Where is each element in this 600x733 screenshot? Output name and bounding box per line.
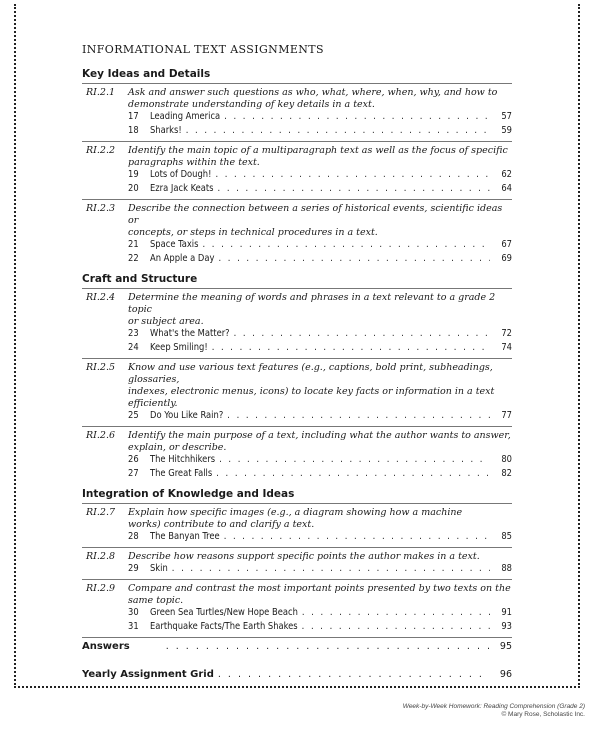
footer	[403, 703, 585, 719]
standard-code: RI.2.8	[86, 551, 116, 562]
entry-number: 29	[128, 563, 139, 574]
entry-title: Space Taxis	[150, 239, 199, 250]
toc-entry[interactable]	[128, 607, 512, 621]
entry-number: 27	[128, 468, 139, 479]
entry-page: 80	[501, 454, 512, 465]
entry-title: Skin	[150, 563, 168, 574]
toc-entry[interactable]	[128, 410, 512, 424]
standard-block	[82, 199, 512, 269]
answers-page: 95	[499, 641, 512, 652]
entry-page: 74	[501, 342, 512, 353]
description-line: Determine the meaning of words and phrases in a text relevant to a grade 2 topic	[128, 292, 496, 315]
entry-title: The Banyan Tree	[150, 531, 220, 542]
entry-title: Ezra Jack Keats	[150, 183, 214, 194]
grid-entry[interactable]	[82, 669, 512, 683]
standard-block	[82, 358, 512, 426]
answers-label: Answers	[82, 641, 130, 652]
toc-entry[interactable]	[128, 531, 512, 545]
entry-page: 64	[501, 183, 512, 194]
standard-code: RI.2.3	[86, 203, 116, 214]
entry-number: 20	[128, 183, 139, 194]
leader-dots	[218, 253, 490, 264]
entry-title: Green Sea Turtles/New Hope Beach	[150, 607, 298, 618]
standard-row	[82, 362, 512, 410]
standard-description	[128, 87, 497, 111]
toc-entry[interactable]	[128, 239, 512, 253]
description-line: or subject area.	[128, 316, 204, 327]
toc-entry[interactable]	[128, 125, 512, 139]
standard-row	[82, 292, 512, 328]
entry-title: Leading America	[150, 111, 221, 122]
standard-row	[82, 551, 512, 563]
standard-block	[82, 503, 512, 547]
description-line: Compare and contrast the most important points presented by two texts on the	[128, 583, 511, 594]
entry-number: 23	[128, 328, 139, 339]
entry-page: 88	[501, 563, 512, 574]
entry-title: Earthquake Facts/The Earth Shakes	[150, 621, 298, 632]
entry-title: The Great Falls	[150, 468, 213, 479]
entry-page: 59	[501, 125, 512, 136]
entry-number: 31	[128, 621, 139, 632]
standard-block	[82, 83, 512, 141]
standard-code: RI.2.9	[86, 583, 116, 594]
standard-code: RI.2.5	[86, 362, 116, 373]
toc-entry[interactable]	[128, 111, 512, 125]
description-line: Ask and answer such questions as who, what, where, when, why, and how to	[128, 87, 498, 98]
leader-dots	[202, 239, 490, 250]
toc-entry[interactable]	[128, 253, 512, 267]
entry-number: 19	[128, 169, 139, 180]
description-line: same topic.	[128, 595, 184, 606]
entry-title: An Apple a Day	[150, 253, 215, 264]
entry-title: The Hitchhikers	[150, 454, 216, 465]
leader-dots	[218, 669, 490, 680]
leader-dots	[166, 641, 490, 652]
section-heading: Craft and Structure	[82, 273, 198, 285]
description-line: Describe how reasons support specific points the author makes in a text.	[128, 551, 480, 562]
entry-number: 22	[128, 253, 139, 264]
description-line: works) contribute to and clarify a text.	[128, 519, 315, 530]
standard-block	[82, 547, 512, 579]
entry-number: 25	[128, 410, 139, 421]
entry-title: Do You Like Rain?	[150, 410, 224, 421]
leader-dots	[218, 183, 490, 194]
standard-row	[82, 430, 512, 454]
entry-number: 26	[128, 454, 139, 465]
leader-dots	[219, 454, 490, 465]
entry-number: 30	[128, 607, 139, 618]
entry-page: 69	[501, 253, 512, 264]
standard-description	[128, 551, 480, 563]
entry-title: What's the Matter?	[150, 328, 230, 339]
entry-page: 85	[501, 531, 512, 542]
leader-dots	[227, 410, 490, 421]
entry-title: Lots of Dough!	[150, 169, 212, 180]
standard-code: RI.2.2	[86, 145, 116, 156]
standard-code: RI.2.4	[86, 292, 116, 303]
standard-description	[128, 583, 511, 607]
description-line: paragraphs within the text.	[128, 157, 260, 168]
leader-dots	[224, 111, 490, 122]
description-line: explain, or describe.	[128, 442, 227, 453]
toc-entry[interactable]	[128, 183, 512, 197]
toc-entry[interactable]	[128, 454, 512, 468]
entry-title: Sharks!	[150, 125, 182, 136]
entry-page: 57	[501, 111, 512, 122]
leader-dots	[302, 607, 490, 618]
description-line: indexes, electronic menus, icons) to locate key facts or information in a text efficiently.	[128, 386, 495, 409]
entry-number: 24	[128, 342, 139, 353]
toc-entry[interactable]	[128, 468, 512, 482]
leader-dots	[216, 468, 490, 479]
grid-page: 96	[499, 669, 512, 680]
standard-block	[82, 288, 512, 358]
standard-description	[128, 203, 512, 239]
standard-code: RI.2.1	[86, 87, 116, 98]
toc-entry[interactable]	[128, 342, 512, 356]
footer-copyright: © Mary Rose, Scholastic Inc.	[501, 711, 585, 718]
entry-page: 82	[501, 468, 512, 479]
toc-entry[interactable]	[128, 563, 512, 577]
standard-block	[82, 426, 512, 484]
description-line: Know and use various text features (e.g., captions, bold print, subheadings, glossaries,	[128, 362, 493, 385]
standard-row	[82, 507, 512, 531]
standard-description	[128, 292, 512, 328]
section-heading: Integration of Knowledge and Ideas	[82, 488, 295, 500]
leader-dots	[302, 621, 490, 632]
leader-dots	[172, 563, 490, 574]
answers-entry[interactable]	[82, 641, 512, 655]
description-line: Identify the main purpose of a text, including what the author wants to answer,	[128, 430, 511, 441]
standard-code: RI.2.7	[86, 507, 116, 518]
toc-entry[interactable]	[128, 169, 512, 183]
toc-content	[82, 43, 512, 683]
leader-dots	[215, 169, 490, 180]
footer-book-title: Week-by-Week Homework: Reading Comprehension (Grade 2)	[402, 703, 585, 710]
standard-code: RI.2.6	[86, 430, 116, 441]
section-heading: Key Ideas and Details	[82, 68, 211, 80]
entry-number: 17	[128, 111, 139, 122]
leader-dots	[224, 531, 490, 542]
description-line: demonstrate understanding of key details in a text.	[128, 99, 375, 110]
description-line: concepts, or steps in technical procedures in a text.	[128, 227, 378, 238]
description-line: Describe the connection between a series of historical events, scientific ideas or	[128, 203, 503, 226]
standard-row	[82, 583, 512, 607]
toc-entry[interactable]	[128, 621, 512, 635]
entry-page: 62	[501, 169, 512, 180]
entry-number: 18	[128, 125, 139, 136]
description-line: Identify the main topic of a multiparagraph text as well as the focus of specific	[128, 145, 508, 156]
entry-page: 93	[501, 621, 512, 632]
standard-description	[128, 430, 511, 454]
page-title: INFORMATIONAL TEXT ASSIGNMENTS	[82, 43, 324, 56]
leader-dots	[234, 328, 490, 339]
entry-page: 91	[501, 607, 512, 618]
standard-block	[82, 141, 512, 199]
toc-sections	[82, 68, 512, 641]
standard-description	[128, 362, 512, 410]
leader-dots	[186, 125, 490, 136]
entry-number: 21	[128, 239, 139, 250]
standard-description	[128, 145, 508, 169]
standard-block	[82, 579, 512, 637]
grid-label: Yearly Assignment Grid	[82, 669, 214, 680]
entry-page: 77	[501, 410, 512, 421]
entry-title: Keep Smiling!	[150, 342, 208, 353]
standard-row	[82, 203, 512, 239]
standard-row	[82, 87, 512, 111]
entry-page: 72	[501, 328, 512, 339]
toc-entry[interactable]	[128, 328, 512, 342]
entry-number: 28	[128, 531, 139, 542]
leader-dots	[212, 342, 490, 353]
description-line: Explain how specific images (e.g., a diagram showing how a machine	[128, 507, 463, 518]
entry-page: 67	[501, 239, 512, 250]
standard-row	[82, 145, 512, 169]
standard-description	[128, 507, 462, 531]
